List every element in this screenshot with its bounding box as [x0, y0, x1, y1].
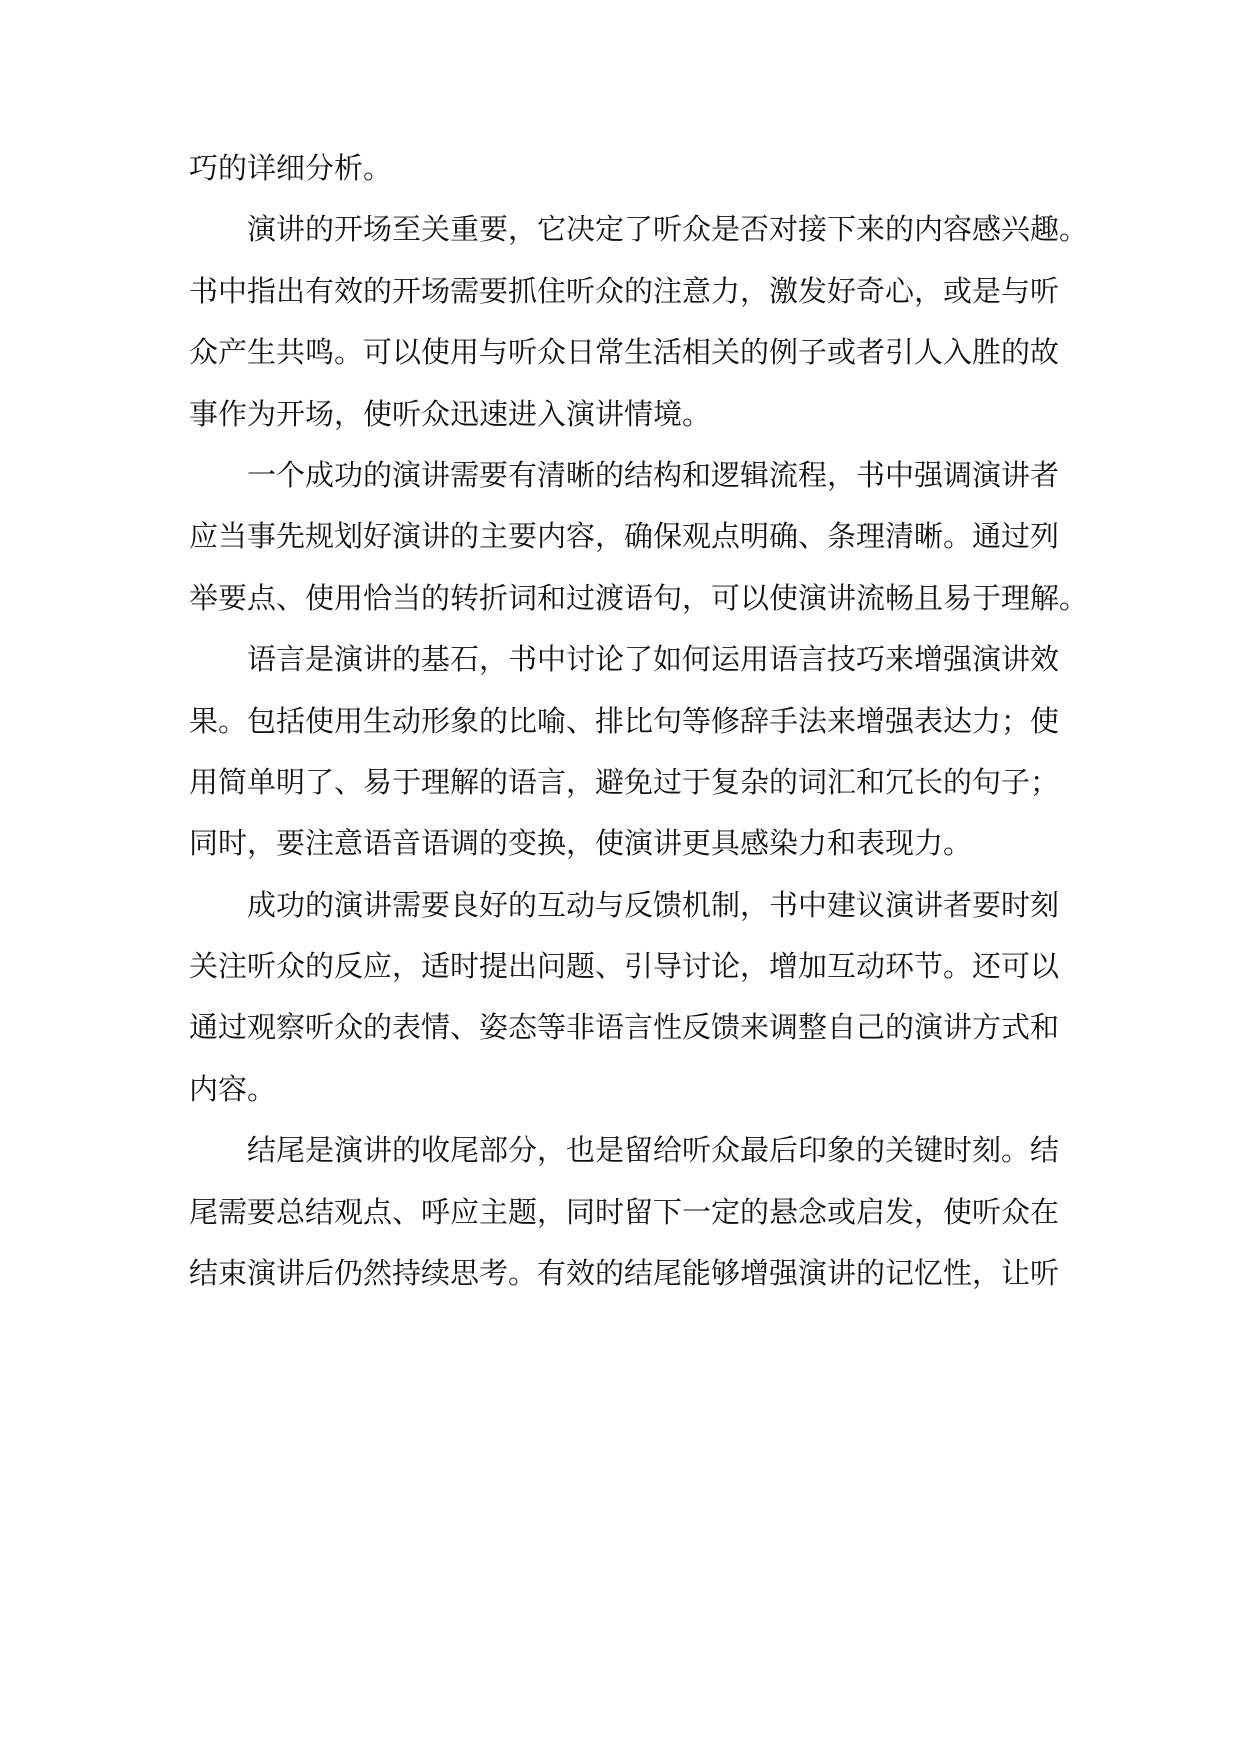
text-line: 通过观察听众的表情、姿态等非语言性反馈来调整自己的演讲方式和 [189, 1010, 1060, 1045]
document-body [189, 138, 1089, 1304]
text-line: 书中指出有效的开场需要抓住听众的注意力，激发好奇心，或是与听 [189, 273, 1060, 308]
text-line: 关注听众的反应，适时提出问题、引导讨论，增加互动环节。还可以 [189, 949, 1060, 984]
text-line: 举要点、使用恰当的转折词和过渡语句，可以使演讲流畅且易于理解。 [189, 580, 1089, 615]
text-line: 成功的演讲需要良好的互动与反馈机制，书中建议演讲者要时刻 [247, 887, 1060, 922]
text-line: 众产生共鸣。可以使用与听众日常生活相关的例子或者引人入胜的故 [189, 335, 1060, 370]
text-line: 同时，要注意语音语调的变换，使演讲更具感染力和表现力。 [189, 826, 973, 861]
text-line: 内容。 [189, 1071, 277, 1106]
text-line: 果。包括使用生动形象的比喻、排比句等修辞手法来增强表达力；使 [189, 703, 1060, 738]
text-line: 结束演讲后仍然持续思考。有效的结尾能够增强演讲的记忆性，让听 [189, 1256, 1060, 1291]
text-line: 应当事先规划好演讲的主要内容，确保观点明确、条理清晰。通过列 [189, 519, 1060, 554]
text-line: 尾需要总结观点、呼应主题，同时留下一定的悬念或启发，使听众在 [189, 1194, 1060, 1229]
text-line: 结尾是演讲的收尾部分，也是留给听众最后印象的关键时刻。结 [247, 1133, 1060, 1168]
text-line: 演讲的开场至关重要，它决定了听众是否对接下来的内容感兴趣。 [247, 212, 1089, 247]
text-line: 巧的详细分析。 [189, 151, 393, 185]
text-line: 用简单明了、易于理解的语言，避免过于复杂的词汇和冗长的句子； [189, 764, 1060, 799]
text-line: 事作为开场，使听众迅速进入演讲情境。 [189, 396, 712, 431]
text-line: 一个成功的演讲需要有清晰的结构和逻辑流程，书中强调演讲者 [247, 457, 1060, 492]
text-line: 语言是演讲的基石，书中讨论了如何运用语言技巧来增强演讲效 [247, 642, 1060, 677]
